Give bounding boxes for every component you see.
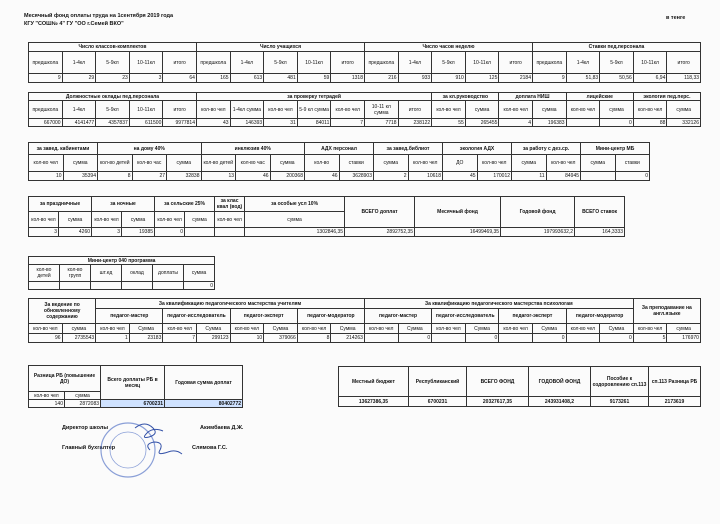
- cell: 3: [29, 228, 59, 237]
- col-header: Сумма: [398, 324, 432, 334]
- table-salaries: [28, 92, 701, 127]
- cell: [153, 282, 184, 290]
- group-header: лицейские: [566, 93, 633, 101]
- table-qualification: [28, 298, 701, 343]
- accountant-signature: [148, 442, 182, 454]
- cell: 176970: [667, 334, 701, 343]
- table-rb-difference: [28, 365, 243, 408]
- col-header: 10-11кл: [129, 52, 163, 74]
- col-header: кол-во чел: [155, 212, 185, 228]
- cell: 0: [184, 282, 215, 290]
- col-header: сумма: [245, 212, 345, 228]
- col-header: кол-во чел: [264, 101, 298, 119]
- cell: 10618: [408, 172, 443, 181]
- sub-header: педагог-модератор: [566, 309, 633, 324]
- cell: 332126: [667, 119, 701, 127]
- cell: 9977814: [163, 119, 197, 127]
- cell: 16499469,35: [415, 228, 501, 237]
- group-header: За ведение по обновленному содержанию: [29, 299, 96, 324]
- col-header: предшкола: [29, 52, 63, 74]
- col-header: предшкола: [533, 52, 567, 74]
- col-header: Сумма: [196, 324, 230, 334]
- cell: [122, 282, 153, 290]
- cell: 667000: [29, 119, 63, 127]
- group-header: Всего доплаты РБ в месяц: [101, 366, 165, 400]
- cell: 2735543: [62, 334, 96, 343]
- cell: 3628903: [339, 172, 374, 181]
- col-header: ставки: [339, 155, 374, 172]
- group-header: Число часов неделю: [365, 43, 533, 52]
- col-header: шт.ед: [91, 265, 122, 282]
- group-header: за особые усл 10%: [245, 197, 345, 212]
- col-header: сумма: [185, 212, 215, 228]
- table-mini-center: [28, 256, 215, 290]
- cell: 164,3333: [575, 228, 625, 237]
- cell: 0: [155, 228, 185, 237]
- group-header: за завед. кабинетами: [29, 143, 98, 155]
- col-header: кол-во чел: [29, 392, 65, 400]
- cell: 64: [163, 74, 197, 83]
- cell: 2: [374, 172, 409, 181]
- cell: 1: [96, 334, 130, 343]
- cell: 80402772: [165, 400, 243, 408]
- col-header: итого: [398, 101, 432, 119]
- cell: 9: [29, 74, 63, 83]
- col-header: кол-во чел: [633, 101, 667, 119]
- cell: 59: [297, 74, 331, 83]
- col-header: кол-во групп: [60, 265, 91, 282]
- cell: 481: [264, 74, 298, 83]
- cell: 910: [432, 74, 466, 83]
- cell: 0: [600, 119, 634, 127]
- col-header: 1-4кл: [566, 52, 600, 74]
- col-header: кол-во чел: [331, 101, 365, 119]
- col-header: итого: [163, 52, 197, 74]
- table-totals: [338, 366, 701, 407]
- col-header: кол-во чел: [432, 101, 466, 119]
- col-header: Местный бюджет: [339, 367, 409, 397]
- col-header: сумма: [63, 155, 98, 172]
- cell: 3: [129, 74, 163, 83]
- cell: 379066: [264, 334, 298, 343]
- cell: 43: [197, 119, 231, 127]
- col-header: 10-11кл: [297, 52, 331, 74]
- cell: 238122: [398, 119, 432, 127]
- col-header: сумма: [533, 101, 567, 119]
- col-header: кол-во чел: [230, 324, 264, 334]
- director-name: Акимбаева Д.Ж.: [200, 425, 244, 431]
- col-header: сумма: [167, 155, 202, 172]
- col-header: 5-9кл: [96, 101, 130, 119]
- cell: 2184: [499, 74, 533, 83]
- group-header: доплата НИШ: [499, 93, 566, 101]
- cell: 200368: [270, 172, 305, 181]
- group-header: Годовой фонд: [501, 197, 575, 228]
- cell: 1302846,35: [245, 228, 345, 237]
- col-header: Сумма: [264, 324, 298, 334]
- group-header: За квалификацию педагогического мастерства психологам: [364, 299, 633, 309]
- col-header: сумма: [374, 155, 409, 172]
- col-header: кол-во чел: [29, 155, 64, 172]
- cell: 2872083: [65, 400, 101, 408]
- group-header: за работу с дез.ср.: [512, 143, 581, 155]
- cell: 0: [465, 334, 499, 343]
- cell: 19385: [122, 228, 155, 237]
- col-header: кол-во чел: [408, 155, 443, 172]
- cell: [499, 334, 533, 343]
- col-header: кол-во детей: [98, 155, 133, 172]
- cell: 0: [398, 334, 432, 343]
- sub-header: педагог-исследователь: [432, 309, 499, 324]
- cell: 216: [365, 74, 399, 83]
- cell: 20327617,35: [467, 397, 529, 407]
- group-header: экология пед.перс.: [633, 93, 700, 101]
- cell: 165: [196, 74, 230, 83]
- col-header: 5-9кл: [264, 52, 298, 74]
- cell: 10: [230, 334, 264, 343]
- cell: [91, 282, 122, 290]
- cell: 32838: [167, 172, 202, 181]
- col-header: кол-во чел: [633, 324, 667, 334]
- cell: 197993632,2: [501, 228, 575, 237]
- group-header: За квалификацию педагогического мастерства учителям: [96, 299, 365, 309]
- group-header: Ставки пед.персонала: [533, 43, 701, 52]
- col-header: Сумма: [600, 324, 634, 334]
- cell: 9: [533, 74, 567, 83]
- group-header: АДХ персонал: [305, 143, 374, 155]
- cell: 88: [633, 119, 667, 127]
- col-header: кол-во: [305, 155, 340, 172]
- col-header: кол-во чел: [96, 324, 130, 334]
- cell: [29, 282, 60, 290]
- cell: 4: [499, 119, 533, 127]
- col-header: ДО: [443, 155, 478, 172]
- col-header: кол-во чел: [566, 324, 600, 334]
- col-header: кол-во чел: [432, 324, 466, 334]
- cell: 2892752,35: [345, 228, 415, 237]
- col-header: сумма: [65, 392, 101, 400]
- cell: 4141477: [62, 119, 96, 127]
- group-header: Мини-центр 040 программа: [29, 257, 215, 265]
- cell: 55: [432, 119, 466, 127]
- cell: 50,56: [600, 74, 634, 83]
- col-header: предшкола: [196, 52, 230, 74]
- cell: 13: [201, 172, 236, 181]
- col-header: Республиканский: [409, 367, 467, 397]
- group-header: Разница РБ (повышение ДО): [29, 366, 101, 392]
- col-header: сумма: [184, 265, 215, 282]
- group-header: Число учащихся: [196, 43, 364, 52]
- col-header: кол-во чел: [566, 101, 600, 119]
- cell: 10: [29, 172, 64, 181]
- col-header: 1-4кл сумма: [230, 101, 264, 119]
- col-header: итого: [667, 52, 701, 74]
- cell: 46: [305, 172, 340, 181]
- cell: 265455: [465, 119, 499, 127]
- cell: [364, 334, 398, 343]
- group-header: Месячный фонд: [415, 197, 501, 228]
- col-header: 5-9кл: [600, 52, 634, 74]
- group-header: за завед.библиот: [374, 143, 443, 155]
- col-header: 1-4кл: [398, 52, 432, 74]
- cell: [566, 334, 600, 343]
- cell: 51,83: [566, 74, 600, 83]
- col-header: сумма: [59, 212, 92, 228]
- col-header: кол-во детей: [29, 265, 60, 282]
- cell: [566, 119, 600, 127]
- col-header: кол-во чел: [163, 324, 197, 334]
- col-header: оклад: [122, 265, 153, 282]
- col-header: 10-11кл: [465, 52, 499, 74]
- cell: 29: [62, 74, 96, 83]
- col-header: кол-во чел: [364, 324, 398, 334]
- col-header: 5-9кл: [96, 52, 130, 74]
- cell: 0: [600, 334, 634, 343]
- col-header: Сумма: [331, 324, 365, 334]
- col-header: кол-во час: [236, 155, 271, 172]
- cell: 0: [532, 334, 566, 343]
- cell: 6700231: [409, 397, 467, 407]
- group-header: Число классов-комплектов: [29, 43, 197, 52]
- col-header: 5-9 кл сумма: [297, 101, 331, 119]
- cell: 35394: [63, 172, 98, 181]
- table-allowances-1: [28, 142, 650, 181]
- col-header: итого: [163, 101, 197, 119]
- cell: [215, 228, 245, 237]
- col-header: доплаты: [153, 265, 184, 282]
- col-header: сп.113 Разница РБ: [649, 367, 701, 397]
- sub-header: педагог-эксперт: [499, 309, 566, 324]
- cell: 5: [633, 334, 667, 343]
- cell: 0: [615, 172, 650, 181]
- group-header: За преподавание на англ.языке: [633, 299, 700, 324]
- col-header: кол-во чел: [499, 101, 533, 119]
- col-header: сумма: [667, 324, 701, 334]
- cell: 196383: [533, 119, 567, 127]
- cell: 46: [236, 172, 271, 181]
- cell: [581, 172, 616, 181]
- doc-title: Месячный фонд оплаты труда на 1сентября 2019 года: [24, 13, 174, 19]
- cell: 6700231: [101, 400, 165, 408]
- group-header: Должностные оклады пед.персонала: [29, 93, 197, 101]
- col-header: предшкола: [29, 101, 63, 119]
- col-header: кол-во чел: [197, 101, 231, 119]
- col-header: кол-во час: [132, 155, 167, 172]
- col-header: Сумма: [532, 324, 566, 334]
- cell: 7: [163, 334, 197, 343]
- cell: 214263: [331, 334, 365, 343]
- col-header: 10-11кл: [633, 52, 667, 74]
- col-header: 1-4кл: [62, 101, 96, 119]
- col-header: 1-4кл: [62, 52, 96, 74]
- accountant-name: Слямова Г.С.: [192, 445, 228, 451]
- table-allowances-2: [28, 196, 625, 237]
- col-header: кол-во чел: [499, 324, 533, 334]
- group-header: Годовая сумма доплат: [165, 366, 243, 400]
- col-header: сумма: [122, 212, 155, 228]
- col-header: кол-во чел: [215, 212, 245, 228]
- col-header: сумма: [62, 324, 96, 334]
- group-header: за ночные: [92, 197, 155, 212]
- cell: 23: [96, 74, 130, 83]
- col-header: кол-во чел: [29, 212, 59, 228]
- col-header: 5-9кл: [432, 52, 466, 74]
- stamp-outer-ring: [101, 423, 155, 477]
- col-header: кол-во чел: [297, 324, 331, 334]
- accountant-label: Главный бухгалтер: [62, 445, 116, 451]
- col-header: ВСЕГО ФОНД: [467, 367, 529, 397]
- group-header: ВСЕГО доплат: [345, 197, 415, 228]
- col-header: сумма: [270, 155, 305, 172]
- col-header: итого: [331, 52, 365, 74]
- group-header: за проверку тетрадей: [197, 93, 432, 101]
- col-header: сумма: [465, 101, 499, 119]
- cell: 31: [264, 119, 298, 127]
- cell: 23183: [129, 334, 163, 343]
- sub-header: педагог-мастер: [96, 309, 163, 324]
- col-header: 10-11 кл сумма: [364, 101, 398, 119]
- cell: 8: [297, 334, 331, 343]
- stamp-and-signatures: [100, 410, 210, 482]
- col-header: ставки: [615, 155, 650, 172]
- col-header: итого: [499, 52, 533, 74]
- col-header: сумма: [512, 155, 547, 172]
- cell: 84945: [546, 172, 581, 181]
- group-header: ВСЕГО ставок: [575, 197, 625, 228]
- cell: 243931408,2: [529, 397, 591, 407]
- cell: 7: [331, 119, 365, 127]
- cell: 4260: [59, 228, 92, 237]
- sub-header: педагог-эксперт: [230, 309, 297, 324]
- col-header: сумма: [600, 101, 634, 119]
- cell: 140: [29, 400, 65, 408]
- group-header: инклюзив 40%: [201, 143, 305, 155]
- cell: 8: [98, 172, 133, 181]
- group-header: за клас квал (вод): [215, 197, 245, 212]
- cell: [185, 228, 215, 237]
- col-header: кол-во чел: [92, 212, 122, 228]
- group-header: экология АДХ: [443, 143, 512, 155]
- group-header: Мини-центр МБ: [581, 143, 650, 155]
- col-header: Сумма: [129, 324, 163, 334]
- cell: 4357837: [96, 119, 130, 127]
- cell: 96: [29, 334, 63, 343]
- cell: 933: [398, 74, 432, 83]
- cell: 125: [465, 74, 499, 83]
- col-header: предшкола: [365, 52, 399, 74]
- cell: 7718: [364, 119, 398, 127]
- col-header: сумма: [581, 155, 616, 172]
- cell: 84011: [297, 119, 331, 127]
- director-label: Директор школы: [62, 425, 109, 431]
- col-header: ГОДОВОЙ ФОНД: [529, 367, 591, 397]
- cell: 45: [443, 172, 478, 181]
- cell: 2173619: [649, 397, 701, 407]
- cell: 9173261: [591, 397, 649, 407]
- col-header: кол-во чел: [546, 155, 581, 172]
- cell: 1318: [331, 74, 365, 83]
- group-header: за праздничные: [29, 197, 92, 212]
- col-header: Пособие к оздоровлению сп.113: [591, 367, 649, 397]
- sub-header: педагог-исследователь: [163, 309, 230, 324]
- cell: 13627386,35: [339, 397, 409, 407]
- cell: 11: [512, 172, 547, 181]
- col-header: Сумма: [465, 324, 499, 334]
- group-header: на дому 40%: [98, 143, 202, 155]
- group-header: за кл.руководство: [432, 93, 499, 101]
- col-header: сумма: [667, 101, 701, 119]
- cell: 118,33: [667, 74, 701, 83]
- col-header: 10-11кл: [129, 101, 163, 119]
- cell: 3: [92, 228, 122, 237]
- cell: 27: [132, 172, 167, 181]
- cell: [60, 282, 91, 290]
- col-header: кол-во чел: [29, 324, 63, 334]
- stamp-inner-ring: [110, 432, 146, 468]
- cell: [432, 334, 466, 343]
- sub-header: педагог-мастер: [364, 309, 431, 324]
- cell: 613: [230, 74, 264, 83]
- sub-header: педагог-модератор: [297, 309, 364, 324]
- col-header: кол-во чел: [477, 155, 512, 172]
- col-header: кол-во детей: [201, 155, 236, 172]
- cell: 146393: [230, 119, 264, 127]
- col-header: 1-4кл: [230, 52, 264, 74]
- doc-org: КГУ "СОШ№ 4" ГУ "ОО г.Семей ВКО": [24, 21, 124, 27]
- table-classes: [28, 42, 701, 83]
- doc-currency: в тенге: [666, 15, 686, 21]
- cell: 170012: [477, 172, 512, 181]
- cell: 6,94: [633, 74, 667, 83]
- cell: 299123: [196, 334, 230, 343]
- cell: 611500: [129, 119, 163, 127]
- group-header: за сельские 25%: [155, 197, 215, 212]
